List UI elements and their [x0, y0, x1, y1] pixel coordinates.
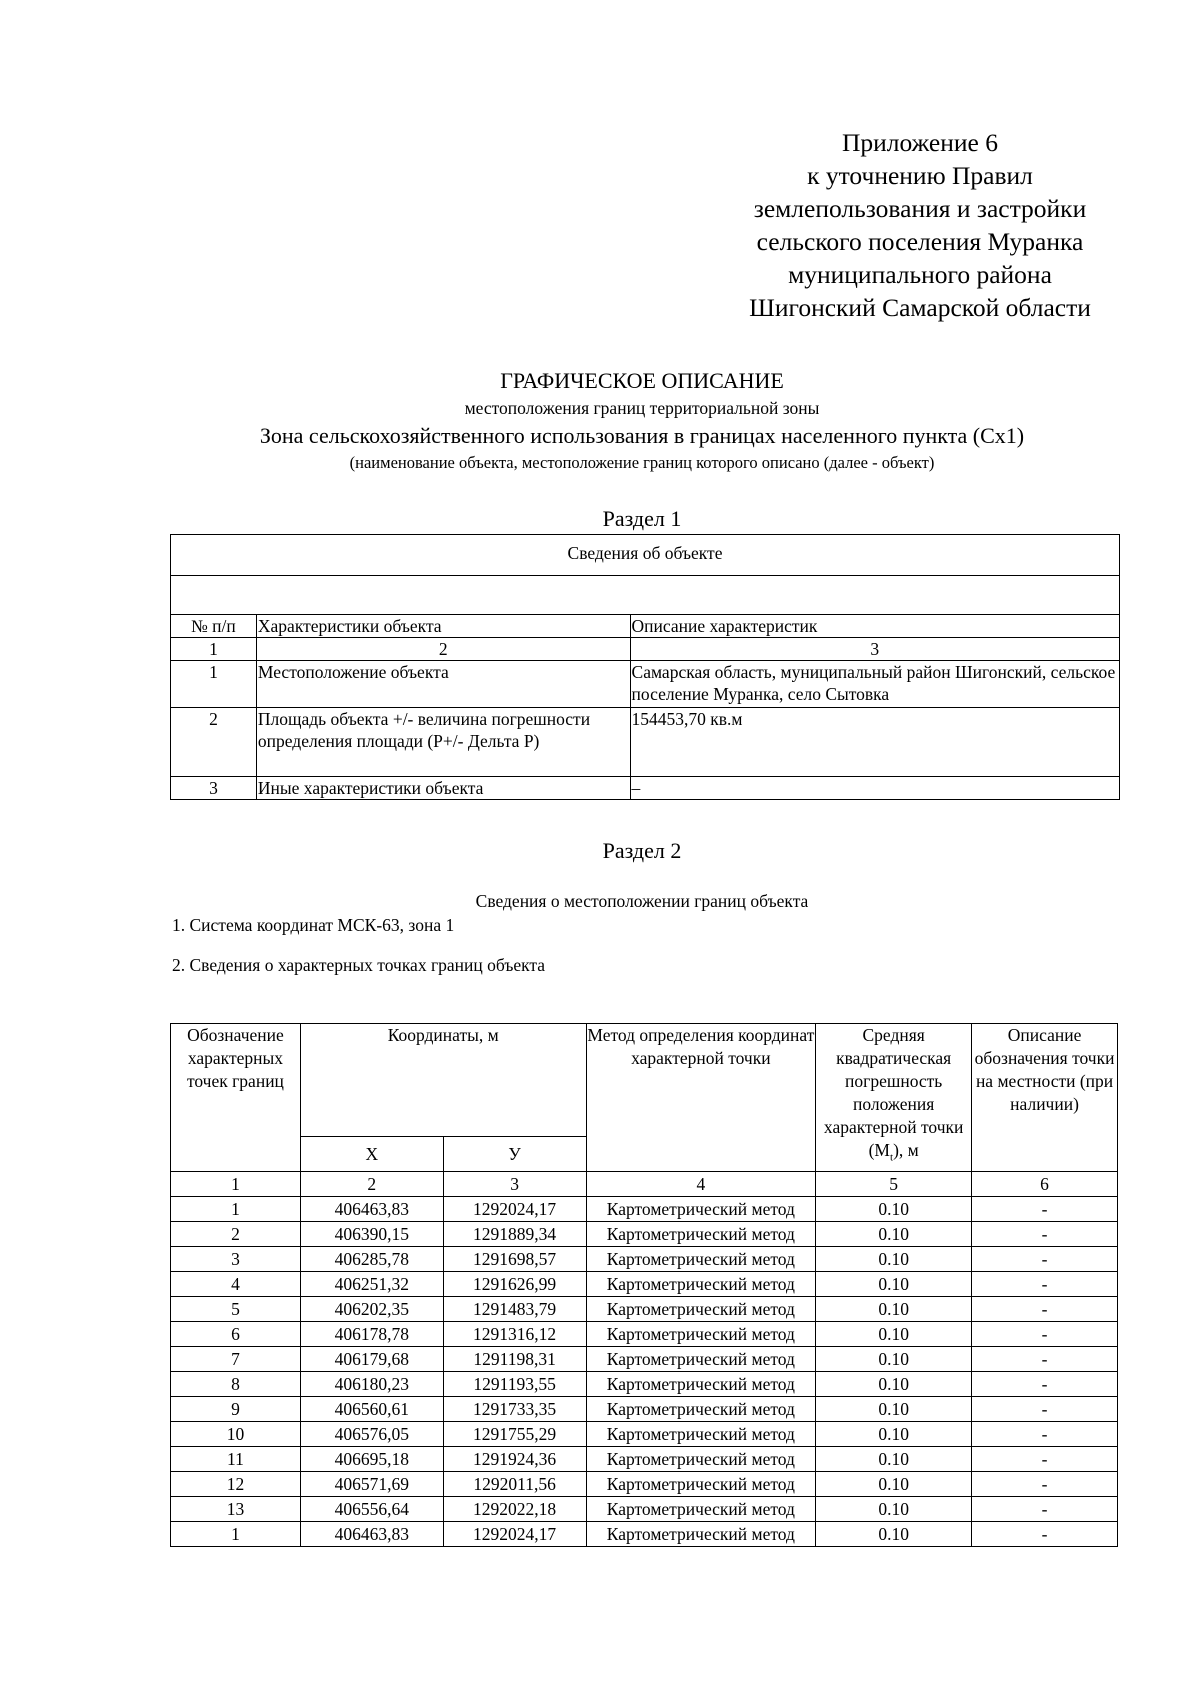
accuracy: 0.10 — [816, 1222, 972, 1247]
coord-x: 406178,78 — [300, 1322, 443, 1347]
coord-y: 1292022,18 — [443, 1497, 586, 1522]
header-cell: Описание характеристик — [630, 615, 1119, 638]
point-id: 1 — [171, 1197, 301, 1222]
method: Картометрический метод — [586, 1522, 816, 1547]
description: - — [972, 1422, 1118, 1447]
accuracy: 0.10 — [816, 1522, 972, 1547]
accuracy: 0.10 — [816, 1322, 972, 1347]
point-id: 13 — [171, 1497, 301, 1522]
object-caption: (наименование объекта, местоположение границ которого описано (далее - объект) — [349, 453, 935, 472]
coord-x: 406180,23 — [300, 1372, 443, 1397]
coord-x: 406571,69 — [300, 1472, 443, 1497]
method: Картометрический метод — [586, 1447, 816, 1472]
point-id: 10 — [171, 1422, 301, 1447]
accuracy: 0.10 — [816, 1497, 972, 1522]
method: Картометрический метод — [586, 1272, 816, 1297]
coord-y: 1291889,34 — [443, 1222, 586, 1247]
table-row — [171, 1247, 1118, 1272]
document-title: ГРАФИЧЕСКОЕ ОПИСАНИЕ — [500, 368, 784, 393]
coord-x: 406463,83 — [300, 1197, 443, 1222]
coord-x: 406390,15 — [300, 1222, 443, 1247]
coord-x: 406576,05 — [300, 1422, 443, 1447]
description: - — [972, 1372, 1118, 1397]
column-number: 3 — [443, 1172, 586, 1197]
accuracy-label: Средняя квадратическая погрешность положения характерной точки (M — [823, 1025, 964, 1160]
boundary-points-table — [170, 1023, 1118, 1547]
description: - — [972, 1322, 1118, 1347]
header-description: Описание обозначения точки на местности (при наличии) — [972, 1024, 1118, 1172]
characteristic-name: Иные характеристики объекта — [256, 777, 630, 800]
point-id: 7 — [171, 1347, 301, 1372]
point-id: 5 — [171, 1297, 301, 1322]
coord-x: 406560,61 — [300, 1397, 443, 1422]
table-row — [171, 1272, 1118, 1297]
table-row — [171, 1422, 1118, 1447]
column-number: 2 — [256, 638, 630, 661]
accuracy: 0.10 — [816, 1247, 972, 1272]
appendix-line: сельского поселения Муранка — [756, 227, 1084, 256]
column-number: 6 — [972, 1172, 1118, 1197]
table-row — [171, 1447, 1118, 1472]
table-row — [171, 777, 1120, 800]
coord-y: 1292011,56 — [443, 1472, 586, 1497]
row-number: 3 — [171, 777, 257, 800]
document-subtitle: местоположения границ территориальной зоны — [464, 398, 820, 418]
accuracy: 0.10 — [816, 1472, 972, 1497]
method: Картометрический метод — [586, 1197, 816, 1222]
description: - — [972, 1272, 1118, 1297]
description: - — [972, 1497, 1118, 1522]
accuracy: 0.10 — [816, 1347, 972, 1372]
section1-title: Раздел 1 — [602, 506, 682, 531]
table-row — [171, 1322, 1118, 1347]
column-number: 1 — [171, 1172, 301, 1197]
table-row — [171, 1197, 1118, 1222]
appendix-line: муниципального района — [788, 260, 1052, 289]
method: Картометрический метод — [586, 1472, 816, 1497]
description: - — [972, 1472, 1118, 1497]
method: Картометрический метод — [586, 1422, 816, 1447]
accuracy: 0.10 — [816, 1372, 972, 1397]
point-id: 4 — [171, 1272, 301, 1297]
point-id: 3 — [171, 1247, 301, 1272]
accuracy: 0.10 — [816, 1397, 972, 1422]
appendix-line: землепользования и застройки — [753, 194, 1087, 223]
coord-x: 406695,18 — [300, 1447, 443, 1472]
object-info-table — [170, 534, 1120, 800]
method: Картометрический метод — [586, 1222, 816, 1247]
header-x: X — [300, 1137, 443, 1172]
method: Картометрический метод — [586, 1497, 816, 1522]
table-row — [171, 1222, 1118, 1247]
header-method: Метод определения координат характерной точки — [586, 1024, 816, 1172]
method: Картометрический метод — [586, 1372, 816, 1397]
point-id: 1 — [171, 1522, 301, 1547]
description: - — [972, 1222, 1118, 1247]
coord-y: 1291698,57 — [443, 1247, 586, 1272]
description: - — [972, 1522, 1118, 1547]
characteristic-value: – — [630, 777, 1119, 800]
appendix-line: к уточнению Правил — [807, 161, 1033, 190]
point-id: 6 — [171, 1322, 301, 1347]
coord-y: 1291198,31 — [443, 1347, 586, 1372]
method: Картометрический метод — [586, 1347, 816, 1372]
section2-title: Раздел 2 — [602, 838, 682, 863]
column-number: 5 — [816, 1172, 972, 1197]
table-row — [171, 708, 1120, 777]
method: Картометрический метод — [586, 1322, 816, 1347]
description: - — [972, 1397, 1118, 1422]
header-y: У — [443, 1137, 586, 1172]
coord-y: 1292024,17 — [443, 1197, 586, 1222]
object-name: Зона сельскохозяйственного использования в границах населенного пункта (Сх1) — [259, 423, 1025, 448]
coord-y: 1292024,17 — [443, 1522, 586, 1547]
coord-y: 1291924,36 — [443, 1447, 586, 1472]
table-row — [171, 1472, 1118, 1497]
column-number: 3 — [630, 638, 1119, 661]
coord-x: 406463,83 — [300, 1522, 443, 1547]
description: - — [972, 1247, 1118, 1272]
table-row — [171, 1497, 1118, 1522]
coord-y: 1291316,12 — [443, 1322, 586, 1347]
characteristic-value: 154453,70 кв.м — [630, 708, 1119, 777]
coordinate-system: 1. Система координат МСК-63, зона 1 — [172, 915, 455, 935]
accuracy: 0.10 — [816, 1272, 972, 1297]
accuracy-subscript: t — [890, 1151, 894, 1164]
accuracy: 0.10 — [816, 1197, 972, 1222]
method: Картометрический метод — [586, 1297, 816, 1322]
coord-x: 406285,78 — [300, 1247, 443, 1272]
section2-subtitle: Сведения о местоположении границ объекта — [475, 891, 809, 911]
header-point: Обозначение характерных точек границ — [171, 1024, 301, 1172]
point-id: 9 — [171, 1397, 301, 1422]
appendix-header — [690, 126, 1150, 324]
description: - — [972, 1197, 1118, 1222]
table-row — [171, 1347, 1118, 1372]
coord-y: 1291733,35 — [443, 1397, 586, 1422]
table-row — [171, 1522, 1118, 1547]
table-row — [171, 1372, 1118, 1397]
table-row — [171, 1297, 1118, 1322]
accuracy: 0.10 — [816, 1422, 972, 1447]
accuracy-label-tail: ), м — [893, 1140, 919, 1160]
header-accuracy — [816, 1024, 972, 1172]
coord-y: 1291755,29 — [443, 1422, 586, 1447]
description: - — [972, 1347, 1118, 1372]
characteristic-value: Самарская область, муниципальный район Шигонский, сельское поселение Муранка, село Сытовка — [630, 661, 1119, 708]
point-id: 2 — [171, 1222, 301, 1247]
table-row — [171, 1397, 1118, 1422]
point-id: 11 — [171, 1447, 301, 1472]
description: - — [972, 1297, 1118, 1322]
point-id: 8 — [171, 1372, 301, 1397]
appendix-line: Приложение 6 — [842, 128, 998, 157]
row-number: 2 — [171, 708, 257, 777]
header-cell: Характеристики объекта — [256, 615, 630, 638]
header-coordinates: Координаты, м — [300, 1024, 586, 1137]
description: - — [972, 1447, 1118, 1472]
coord-y: 1291626,99 — [443, 1272, 586, 1297]
table-title: Сведения об объекте — [171, 535, 1120, 576]
coord-x: 406251,32 — [300, 1272, 443, 1297]
coord-x: 406179,68 — [300, 1347, 443, 1372]
column-number: 2 — [300, 1172, 443, 1197]
characteristic-name: Местоположение объекта — [256, 661, 630, 708]
table-row — [171, 661, 1120, 708]
method: Картометрический метод — [586, 1397, 816, 1422]
accuracy: 0.10 — [816, 1297, 972, 1322]
points-caption: 2. Сведения о характерных точках границ объекта — [172, 955, 546, 975]
empty-row — [171, 576, 1120, 615]
column-number: 1 — [171, 638, 257, 661]
characteristic-name: Площадь объекта +/- величина погрешности определения площади (Р+/- Дельта Р) — [256, 708, 630, 777]
method: Картометрический метод — [586, 1247, 816, 1272]
appendix-line: Шигонский Самарской области — [749, 293, 1091, 322]
coord-x: 406202,35 — [300, 1297, 443, 1322]
coord-y: 1291483,79 — [443, 1297, 586, 1322]
accuracy: 0.10 — [816, 1447, 972, 1472]
column-number: 4 — [586, 1172, 816, 1197]
row-number: 1 — [171, 661, 257, 708]
point-id: 12 — [171, 1472, 301, 1497]
coord-y: 1291193,55 — [443, 1372, 586, 1397]
header-cell: № п/п — [171, 615, 257, 638]
coord-x: 406556,64 — [300, 1497, 443, 1522]
